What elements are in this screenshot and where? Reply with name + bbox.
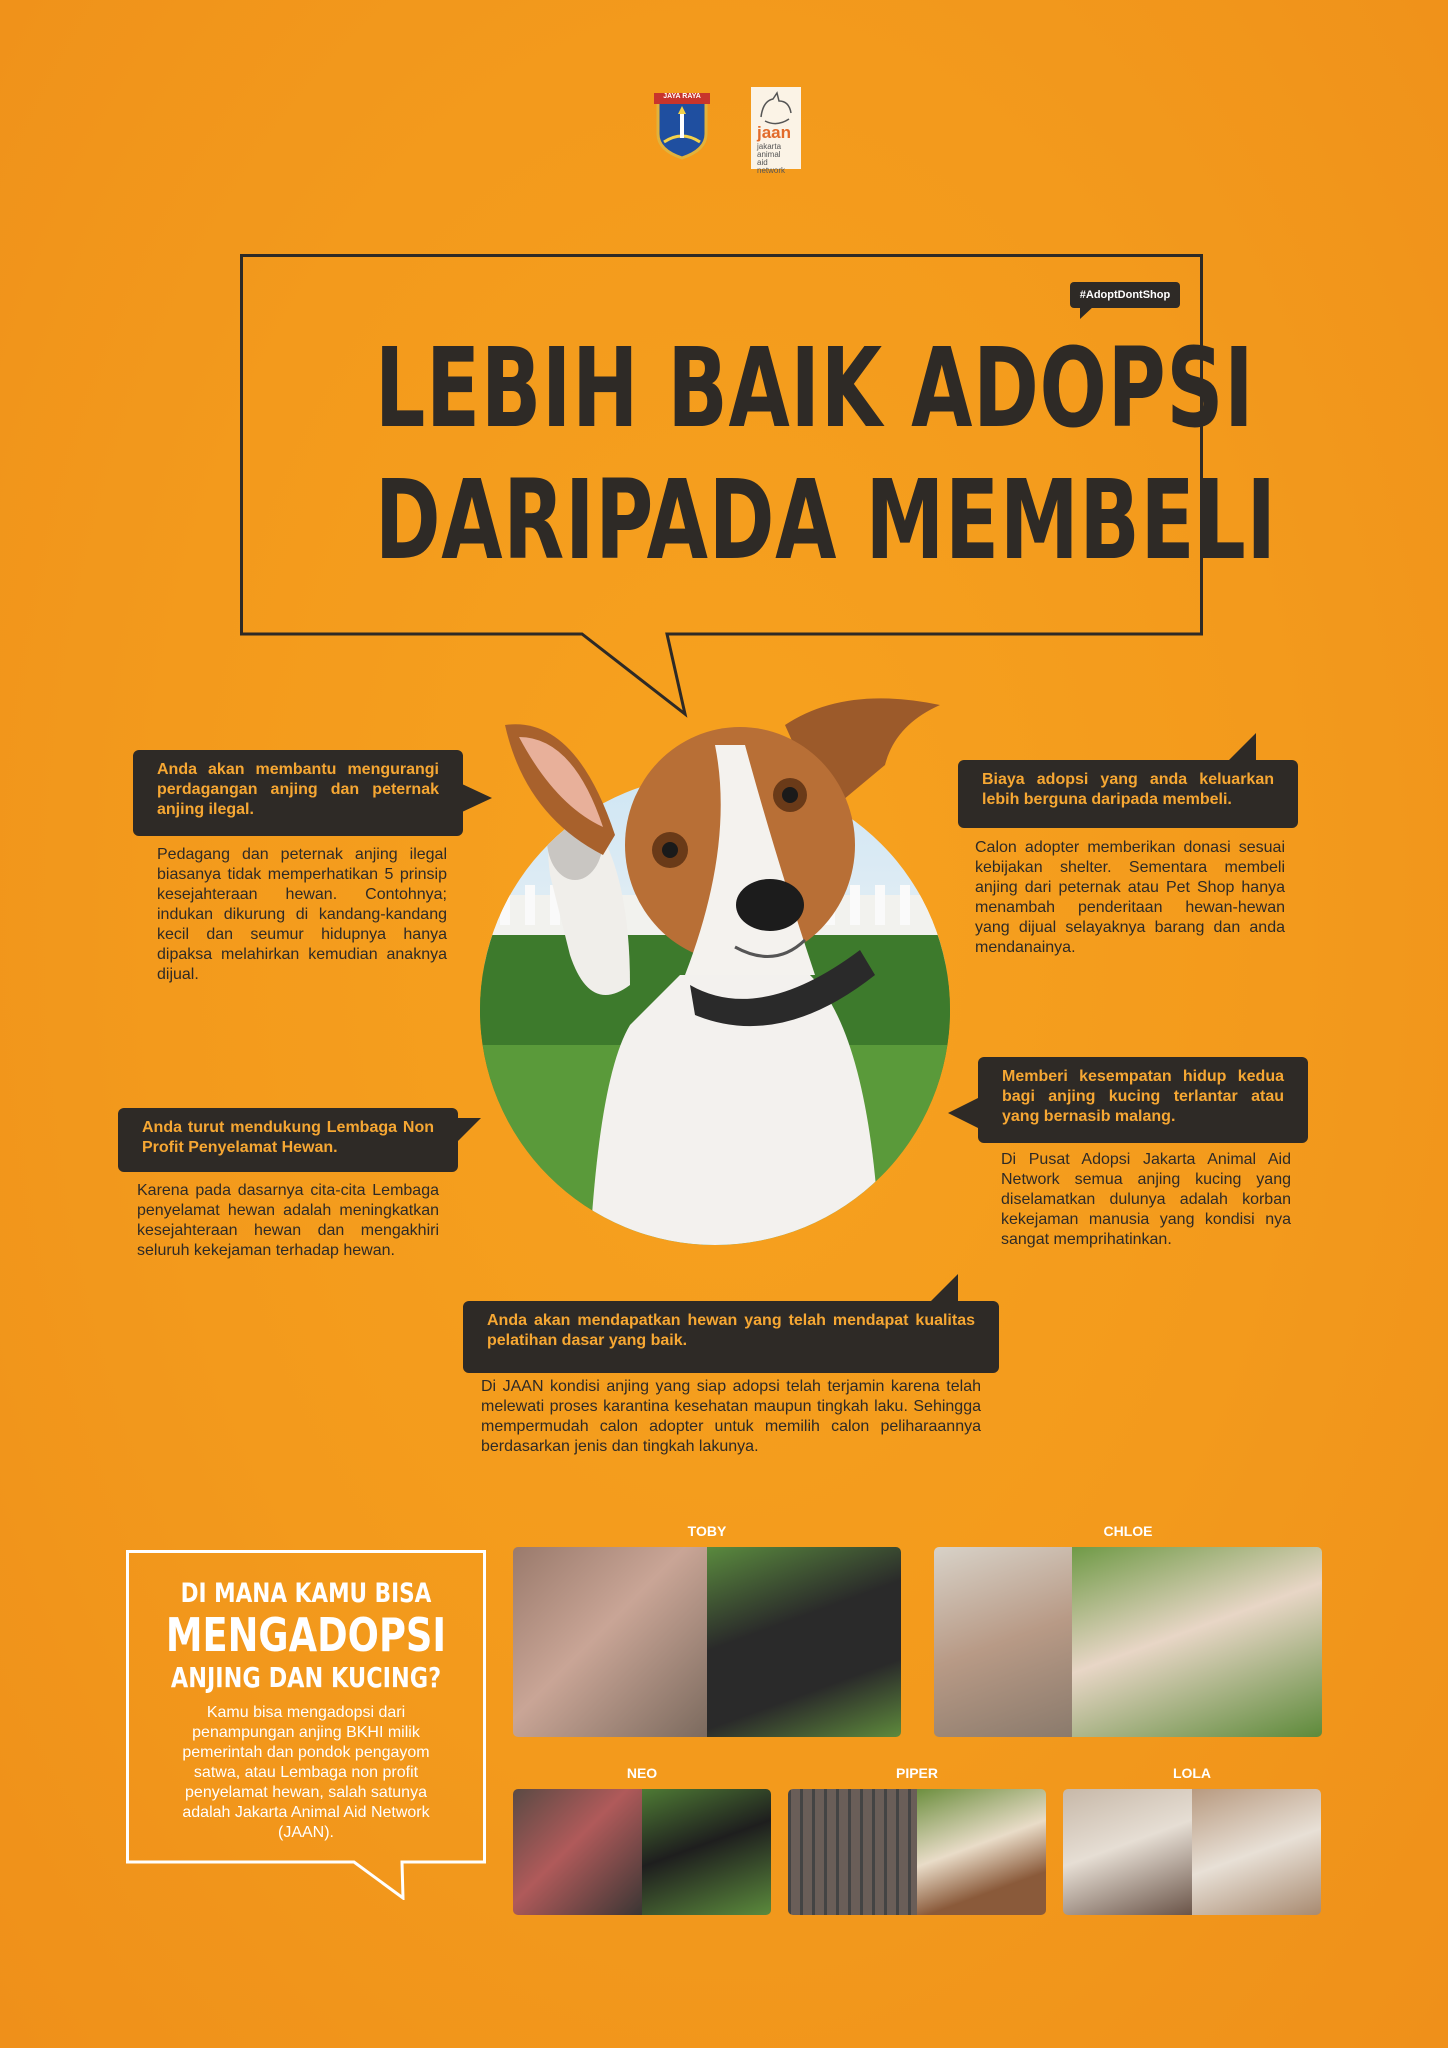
after-photo [1192,1789,1321,1915]
pet-photo-piper [788,1789,1046,1915]
callout-trained-pets: Anda akan mendapatkan hewan yang telah mendapat kualitas pelatihan dasar yang baik. [463,1301,999,1373]
jaan-logo [751,87,801,175]
jakarta-crest-logo [654,90,710,160]
pet-name-piper: PIPER [895,1765,938,1781]
hero-title-line2: DARIPADA MEMBELI [374,456,1277,584]
jaan-tagline: jakarta animal aid network [757,142,786,175]
pet-name-chloe: CHLOE [1103,1523,1153,1539]
hero-title-line1: LEBIH BAIK ADOPSI [374,324,1255,452]
body-reduce-illegal-trade: Pedagang dan peternak anjing ilegal biasanya tidak memperhatikan 5 prinsip kesejahteraan hewan. Contohnya; indukan dikurung di kandang-kandang kecil dan seumur hidupnya hanya dipaksa melahirkan kemudian anaknya dijual. [157,846,447,983]
after-photo [917,1789,1046,1915]
body-second-chance: Di Pusat Adopsi Jakarta Animal Aid Network semua anjing kucing yang diselamatkan dulunya adalah korban kekejaman manusia yang kondisi nya sangat memprihatinkan. [1001,1151,1291,1248]
before-photo [513,1789,642,1915]
pet-photo-lola [1063,1789,1321,1915]
callout-second-chance: Memberi kesempatan hidup kedua bagi anjing kucing terlantar atau yang bernasib malang. [978,1057,1308,1143]
pet-name-toby: TOBY [687,1523,727,1539]
after-photo [642,1789,771,1915]
pet-photo-chloe [934,1547,1322,1737]
callout-tail [457,1118,481,1142]
adopt-heading-line2: MENGADOPSI [165,1608,447,1662]
adopt-body-text: Kamu bisa mengadopsi dari penampungan anjing BKHI milik pemerintah dan pondok pengayom satwa, atau Lembaga non profit penyelamat hewan, salah satunya adalah Jakarta Animal Aid Network (JAAN). [182,1704,430,1841]
body-support-nonprofit: Karena pada dasarnya cita-cita Lembaga penyelamat hewan adalah meningkatkan kesejahteraan hewan dan mengakhiri seluruh kekejaman terhadap hewan. [137,1182,439,1259]
hashtag-badge: #AdoptDontShop [1070,282,1180,308]
hero-title [374,322,1277,586]
pet-name-lola: LOLA [1172,1765,1212,1781]
hashtag-badge-tail [1080,306,1094,319]
before-photo [1063,1789,1192,1915]
pet-photo-toby [513,1547,901,1737]
before-photo [934,1547,1072,1737]
adopt-heading-line1: DI MANA KAMU BISA [180,1578,432,1609]
before-photo [788,1789,917,1915]
jaan-wordmark: jaan [757,123,792,142]
jakarta-crest-banner: JAYA RAYA [663,93,701,100]
callout-reduce-illegal-trade: Anda akan membantu mengurangi perdagangan anjing dan peternak anjing ilegal. [133,750,463,836]
adopt-heading-line3: ANJING DAN KUCING? [170,1661,442,1694]
body-adoption-cost: Calon adopter memberikan donasi sesuai kebijakan shelter. Sementara membeli anjing dari peternak atau Pet Shop hanya menambah penderitaan hewan-hewan yang dijual selayaknya barang dan anda mendanainya. [975,839,1285,956]
body-trained-pets: Di JAAN kondisi anjing yang siap adopsi telah terjamin karena telah melewati proses karantina kesehatan maupun tingkah laku. Sehingga mempermudah calon adopter untuk memilih calon peliharaannya berdasarkan jenis dan tingkah lakunya. [481,1378,981,1455]
callout-tail [462,784,492,812]
dog-head-illustration [485,685,945,1005]
callout-support-nonprofit: Anda turut mendukung Lembaga Non Profit Penyelamat Hewan. [118,1108,458,1172]
pet-photo-neo [513,1789,771,1915]
after-photo [707,1547,901,1737]
pet-name-neo: NEO [626,1765,658,1781]
callout-adoption-cost: Biaya adopsi yang anda keluarkan lebih berguna daripada membeli. [958,760,1298,828]
before-photo [513,1547,707,1737]
callout-tail [1228,733,1256,761]
callout-tail [948,1098,978,1128]
after-photo [1072,1547,1322,1737]
callout-tail [930,1274,958,1302]
